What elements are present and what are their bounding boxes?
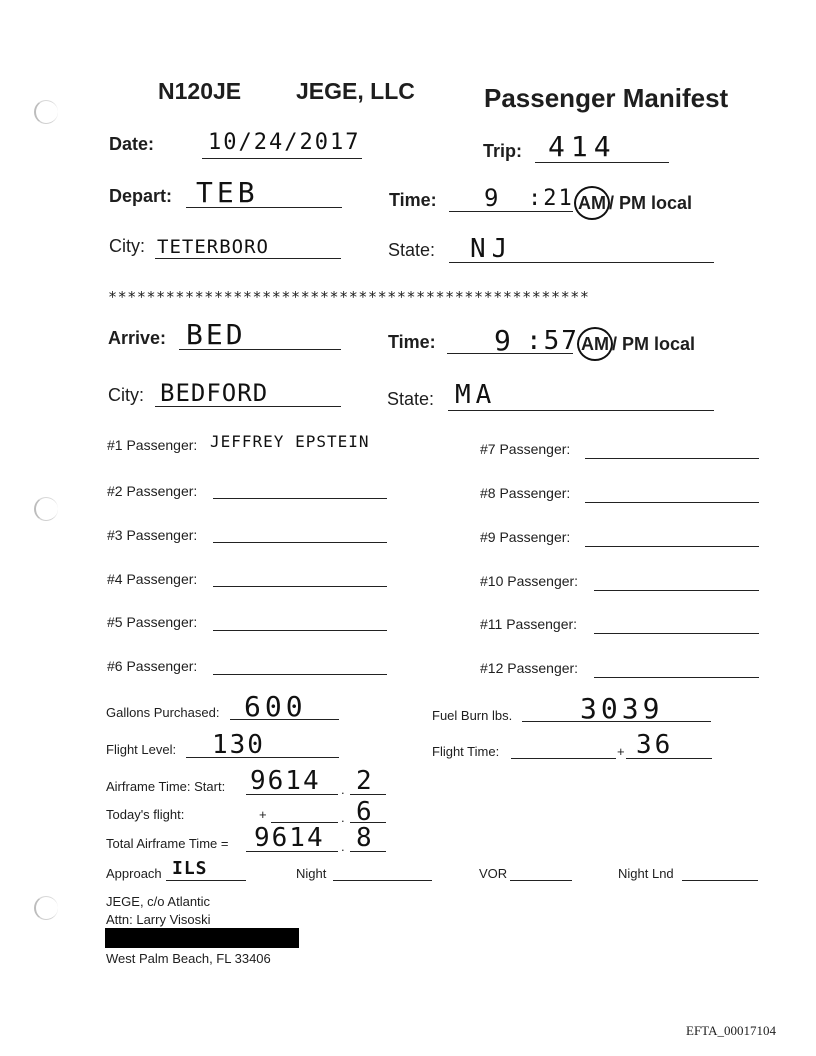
depart-minute[interactable]: :21 — [528, 186, 574, 211]
passenger-4-line — [213, 586, 387, 587]
arrive-am-label: AM — [581, 334, 609, 354]
arrive-city-value[interactable]: BEDFORD — [160, 379, 269, 407]
passenger-12-label: #12 Passenger: — [480, 660, 579, 676]
airframe-start-dot: . — [341, 782, 345, 797]
passenger-3-line — [213, 542, 387, 543]
arrive-pm-local: / PM local — [612, 334, 696, 354]
separator-asterisks: ************************************************** — [108, 288, 590, 306]
arrive-label: Arrive: — [108, 328, 167, 348]
flight-level-label: Flight Level: — [106, 742, 177, 757]
total-airframe-value[interactable]: 9614 — [254, 823, 325, 853]
gallons-purchased-value[interactable]: 600 — [244, 690, 307, 723]
airframe-start-decimal[interactable]: 2 — [356, 766, 374, 796]
binder-hole-top — [34, 100, 58, 124]
trip-value[interactable]: 414 — [548, 130, 617, 163]
passenger-6-label: #6 Passenger: — [107, 658, 198, 674]
airframe-start-value[interactable]: 9614 — [250, 766, 321, 796]
flight-time-minutes[interactable]: 36 — [636, 730, 674, 760]
depart-label: Depart: — [109, 186, 173, 206]
passenger-6-line — [213, 674, 387, 675]
passenger-9-label: #9 Passenger: — [480, 529, 571, 545]
todays-flight-plus: + — [259, 807, 267, 822]
approach-line — [166, 880, 246, 881]
passenger-7-label: #7 Passenger: — [480, 441, 571, 457]
arrive-city-label: City: — [108, 385, 144, 405]
flight-time-line-hours — [511, 758, 616, 759]
passenger-2-label: #2 Passenger: — [107, 483, 198, 499]
passenger-10-label: #10 Passenger: — [480, 573, 579, 589]
airframe-start-label: Airframe Time: Start: — [106, 779, 226, 794]
arrive-value[interactable]: BED — [186, 318, 246, 351]
passenger-12-line — [594, 677, 759, 678]
depart-city-line — [155, 258, 341, 259]
document-id: EFTA_00017104 — [686, 1023, 776, 1038]
depart-city-label: City: — [109, 236, 145, 256]
date-value[interactable]: 10/24/2017 — [208, 130, 361, 155]
binder-hole-middle — [34, 497, 58, 521]
todays-flight-label: Today's flight: — [106, 807, 185, 822]
todays-flight-decimal[interactable]: 6 — [356, 797, 374, 827]
trip-label: Trip: — [483, 141, 522, 161]
passenger-7-line — [585, 458, 759, 459]
passenger-5-label: #5 Passenger: — [107, 614, 198, 630]
fuel-burn-value[interactable]: 3039 — [580, 692, 664, 725]
depart-state-label: State: — [388, 240, 436, 260]
arrive-state-value[interactable]: MA — [455, 380, 497, 410]
passenger-8-line — [585, 502, 759, 503]
passenger-10-line — [594, 590, 759, 591]
depart-value[interactable]: TEB — [196, 176, 259, 209]
arrive-minute[interactable]: :57 — [526, 326, 579, 356]
depart-pm-local: / PM local — [609, 193, 693, 213]
tail-number: N120JE — [158, 78, 242, 104]
passenger-9-line — [585, 546, 759, 547]
company-name: JEGE, LLC — [296, 78, 415, 104]
depart-city-value[interactable]: TETERBORO — [157, 236, 269, 258]
depart-time-label: Time: — [389, 190, 437, 210]
passenger-1-value[interactable]: JEFFREY EPSTEIN — [210, 432, 370, 451]
total-airframe-decimal[interactable]: 8 — [356, 823, 374, 853]
total-airframe-dot: . — [341, 839, 345, 854]
approach-label: Approach — [106, 866, 162, 881]
date-line — [202, 158, 362, 159]
flight-time-plus: + — [617, 744, 625, 759]
depart-time-line — [449, 211, 573, 212]
passenger-4-label: #4 Passenger: — [107, 571, 198, 587]
depart-state-value[interactable]: NJ — [470, 234, 514, 264]
passenger-8-label: #8 Passenger: — [480, 485, 571, 501]
night-label: Night — [296, 866, 327, 881]
passenger-11-label: #11 Passenger: — [480, 616, 578, 632]
page-title: Passenger Manifest — [484, 83, 729, 113]
address-line-1: JEGE, c/o Atlantic — [106, 894, 211, 909]
night-landing-line — [682, 880, 758, 881]
vor-line — [510, 880, 572, 881]
arrive-time-label: Time: — [388, 332, 436, 352]
flight-level-value[interactable]: 130 — [212, 730, 265, 760]
flight-time-label: Flight Time: — [432, 744, 500, 759]
redaction-bar — [105, 928, 299, 948]
date-label: Date: — [109, 134, 155, 154]
fuel-burn-label: Fuel Burn lbs. — [432, 708, 513, 723]
depart-hour[interactable]: 9 — [484, 184, 501, 212]
arrive-hour[interactable]: 9 — [494, 324, 513, 357]
todays-flight-dot: . — [341, 810, 345, 825]
gallons-purchased-label: Gallons Purchased: — [106, 705, 220, 720]
night-landing-label: Night Lnd — [618, 866, 674, 881]
passenger-5-line — [213, 630, 387, 631]
passenger-1-label: #1 Passenger: — [107, 437, 198, 453]
address-line-2: Attn: Larry Visoski — [106, 912, 211, 927]
vor-label: VOR — [479, 866, 508, 881]
approach-value[interactable]: ILS — [172, 858, 208, 879]
arrive-state-label: State: — [387, 389, 435, 409]
passenger-11-line — [594, 633, 759, 634]
address-line-4: West Palm Beach, FL 33406 — [106, 951, 271, 966]
binder-hole-bottom — [34, 896, 58, 920]
total-airframe-label: Total Airframe Time = — [106, 836, 229, 851]
night-line — [333, 880, 432, 881]
passenger-2-line — [213, 498, 387, 499]
arrive-state-line — [448, 410, 714, 411]
depart-am-label: AM — [578, 193, 606, 213]
passenger-3-label: #3 Passenger: — [107, 527, 198, 543]
